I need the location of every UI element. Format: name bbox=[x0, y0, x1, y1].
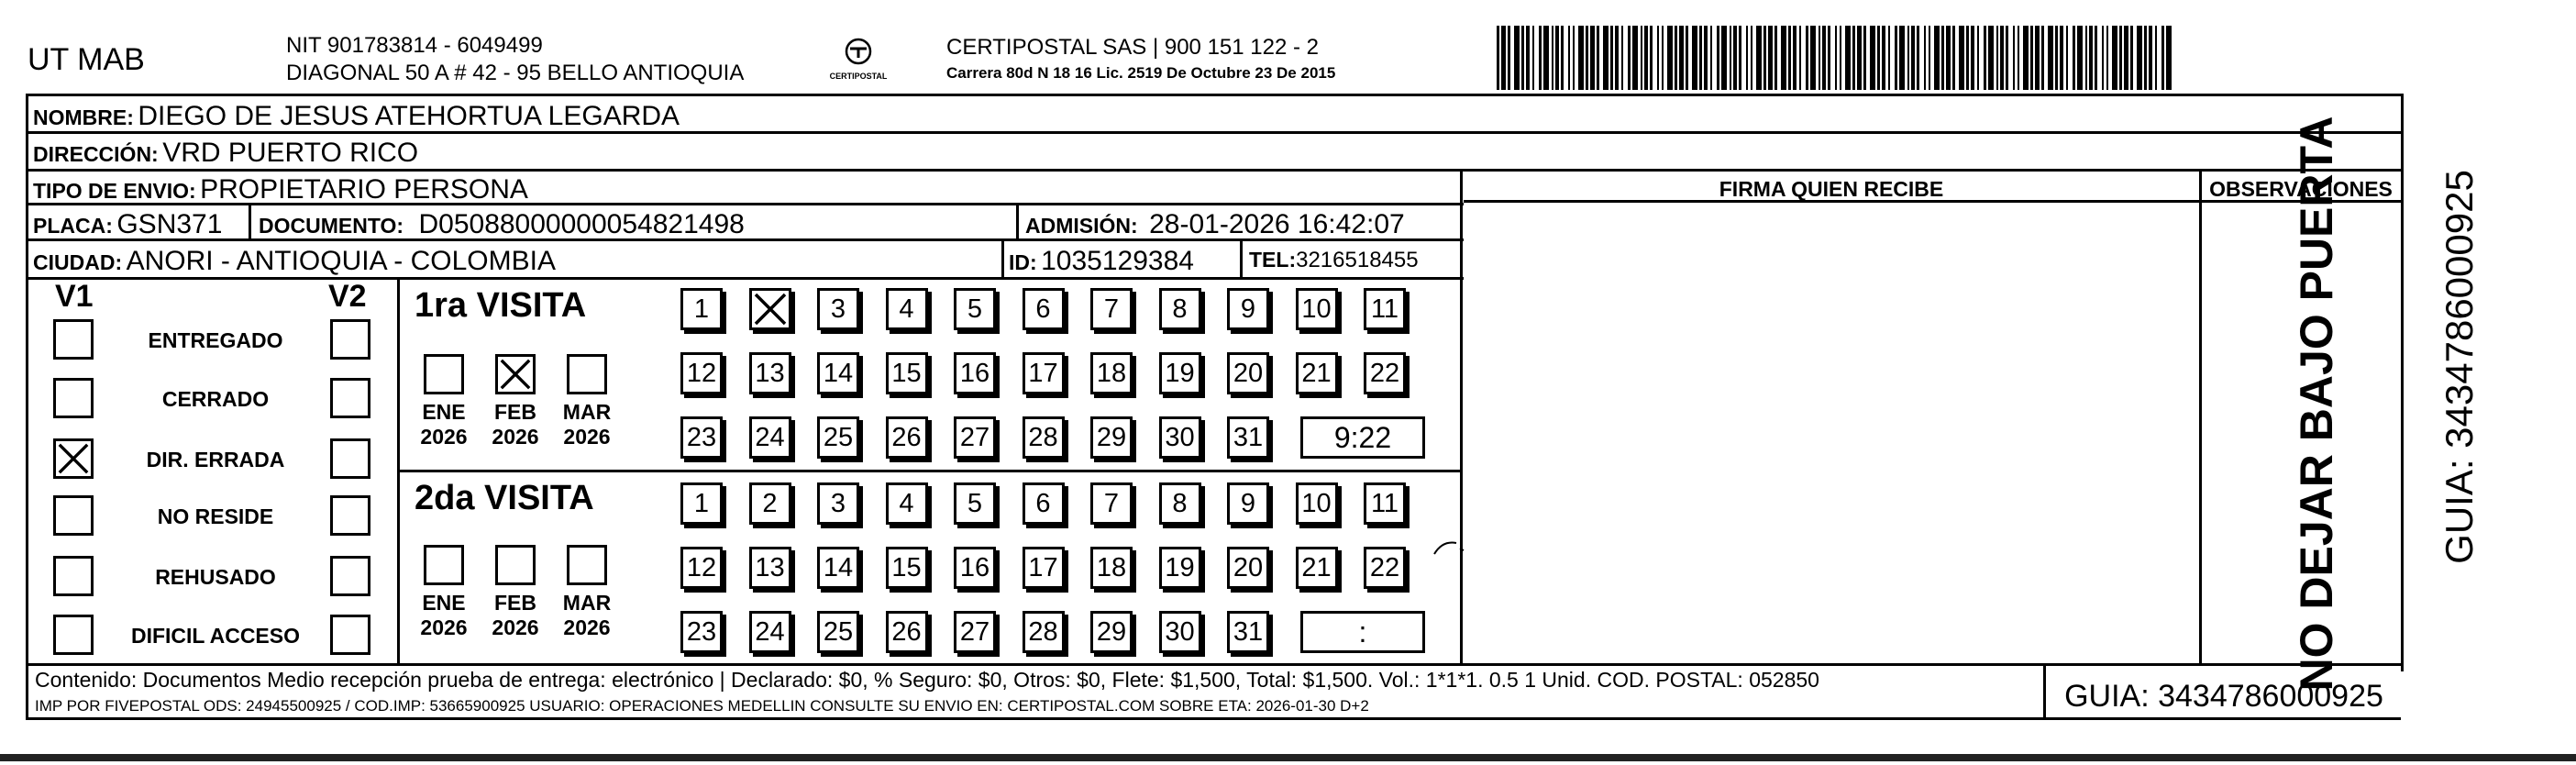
v1-checkbox-4[interactable] bbox=[53, 556, 94, 596]
status-label-1: CERRADO bbox=[161, 387, 270, 411]
v2-month-checkbox-0[interactable] bbox=[424, 545, 464, 585]
visita2-title: 2da VISITA bbox=[415, 479, 594, 517]
v2-day-19[interactable]: 19 bbox=[1159, 547, 1201, 589]
barcode bbox=[1497, 26, 2175, 90]
v2-day-17[interactable]: 17 bbox=[1023, 547, 1065, 589]
v1-day-4[interactable]: 4 bbox=[886, 288, 928, 330]
footer-guia: GUIA: 3434786000925 bbox=[2064, 679, 2383, 714]
v2-day-7[interactable]: 7 bbox=[1090, 482, 1133, 525]
visita1-title: 1ra VISITA bbox=[415, 286, 587, 325]
month-label-1: FEB 2026 bbox=[492, 591, 539, 639]
month-label-0: ENE 2026 bbox=[420, 591, 468, 639]
v1-day-30[interactable]: 30 bbox=[1159, 416, 1201, 459]
status-label-0: ENTREGADO bbox=[148, 328, 283, 352]
v2-header: V2 bbox=[328, 279, 367, 314]
v2-day-2[interactable]: 2 bbox=[749, 482, 791, 525]
certipostal-name: CERTIPOSTAL SAS | 900 151 122 - 2 bbox=[946, 35, 1319, 60]
tipo-envio-value: PROPIETARIO PERSONA bbox=[200, 174, 528, 205]
v1-month-checkbox-2[interactable] bbox=[567, 354, 607, 394]
id-label: ID: bbox=[1009, 250, 1037, 274]
direccion-value: VRD PUERTO RICO bbox=[162, 138, 419, 168]
status-label-3: NO RESIDE bbox=[157, 504, 274, 528]
v1-day-1[interactable]: 1 bbox=[680, 288, 723, 330]
placa-value: GSN371 bbox=[116, 209, 223, 239]
nombre-value: DIEGO DE JESUS ATEHORTUA LEGARDA bbox=[138, 101, 680, 131]
v1-month-checkbox-1[interactable] bbox=[495, 354, 536, 394]
v1-month-checkbox-0[interactable] bbox=[424, 354, 464, 394]
certipostal-license: Carrera 80d N 18 16 Lic. 2519 De Octubre 23 De 2015 bbox=[946, 64, 1336, 82]
v2-day-6[interactable]: 6 bbox=[1023, 482, 1065, 525]
tipo-envio-label: TIPO DE ENVIO: bbox=[33, 179, 196, 203]
v2-day-22[interactable]: 22 bbox=[1364, 547, 1406, 589]
v2-day-4[interactable]: 4 bbox=[886, 482, 928, 525]
ciudad-label: CIUDAD: bbox=[33, 250, 123, 274]
v1-day-9[interactable]: 9 bbox=[1227, 288, 1269, 330]
v1-day-2[interactable] bbox=[749, 288, 791, 330]
v1-day-22[interactable]: 22 bbox=[1364, 352, 1406, 394]
v2-time-box[interactable]: : bbox=[1300, 611, 1425, 653]
v2-checkbox-2[interactable] bbox=[330, 438, 370, 479]
v1-day-15[interactable]: 15 bbox=[886, 352, 928, 394]
v1-day-23[interactable]: 23 bbox=[680, 416, 723, 459]
month-label-2: MAR 2026 bbox=[562, 591, 612, 639]
placa-label: PLACA: bbox=[33, 214, 113, 238]
pen-mark bbox=[1431, 534, 1467, 561]
v1-day-8[interactable]: 8 bbox=[1159, 288, 1201, 330]
v1-day-26[interactable]: 26 bbox=[886, 416, 928, 459]
v1-time-box[interactable]: 9:22 bbox=[1300, 416, 1425, 459]
v1-checkbox-0[interactable] bbox=[53, 319, 94, 360]
v1-day-25[interactable]: 25 bbox=[817, 416, 859, 459]
v2-checkbox-0[interactable] bbox=[330, 319, 370, 360]
footer-contenido: Contenido: Documentos Medio recepción prueba de entrega: electrónico | Declarado: $0, % Seguro: $0, Otros: $0, Flete: $1,500, Total: $1,500. Vol.: 1*1*1. 0.5 1 Unid. COD. POSTAL: 052850 bbox=[35, 668, 1819, 692]
v1-day-13[interactable]: 13 bbox=[749, 352, 791, 394]
month-label-1: FEB 2026 bbox=[492, 400, 539, 449]
x-mark-icon bbox=[498, 357, 533, 392]
v2-day-23[interactable]: 23 bbox=[680, 611, 723, 653]
certipostal-logo bbox=[830, 37, 887, 84]
ciudad-value: ANORI - ANTIOQUIA - COLOMBIA bbox=[126, 246, 556, 276]
v2-day-8[interactable]: 8 bbox=[1159, 482, 1201, 525]
v2-day-21[interactable]: 21 bbox=[1296, 547, 1338, 589]
observaciones-header: OBSERVACIONES bbox=[2209, 177, 2393, 201]
v2-day-12[interactable]: 12 bbox=[680, 547, 723, 589]
v2-checkbox-3[interactable] bbox=[330, 495, 370, 536]
month-label-0: ENE 2026 bbox=[420, 400, 468, 449]
v1-day-14[interactable]: 14 bbox=[817, 352, 859, 394]
v1-day-11[interactable]: 11 bbox=[1364, 288, 1406, 330]
v1-day-20[interactable]: 20 bbox=[1227, 352, 1269, 394]
v1-day-5[interactable]: 5 bbox=[954, 288, 996, 330]
v1-checkbox-3[interactable] bbox=[53, 495, 94, 536]
v2-day-16[interactable]: 16 bbox=[954, 547, 996, 589]
v1-day-3[interactable]: 3 bbox=[817, 288, 859, 330]
v1-checkbox-2[interactable] bbox=[53, 438, 94, 479]
v1-day-6[interactable]: 6 bbox=[1023, 288, 1065, 330]
v2-day-31[interactable]: 31 bbox=[1227, 611, 1269, 653]
v2-day-1[interactable]: 1 bbox=[680, 482, 723, 525]
v2-day-29[interactable]: 29 bbox=[1090, 611, 1133, 653]
v2-day-30[interactable]: 30 bbox=[1159, 611, 1201, 653]
v2-month-checkbox-2[interactable] bbox=[567, 545, 607, 585]
v2-day-27[interactable]: 27 bbox=[954, 611, 996, 653]
id-value: 1035129384 bbox=[1041, 246, 1194, 276]
no-dejar-bajo-puerta: NO DEJAR BAJO PUERTA bbox=[2291, 116, 2342, 692]
v1-day-31[interactable]: 31 bbox=[1227, 416, 1269, 459]
v2-day-24[interactable]: 24 bbox=[749, 611, 791, 653]
documento-value: D05088000000054821498 bbox=[418, 209, 745, 239]
v2-day-13[interactable]: 13 bbox=[749, 547, 791, 589]
v2-day-11[interactable]: 11 bbox=[1364, 482, 1406, 525]
admision-value: 28-01-2026 16:42:07 bbox=[1149, 209, 1405, 239]
v2-month-checkbox-1[interactable] bbox=[495, 545, 536, 585]
svg-text:CERTIPOSTAL: CERTIPOSTAL bbox=[830, 72, 887, 81]
v2-checkbox-4[interactable] bbox=[330, 556, 370, 596]
v1-day-10[interactable]: 10 bbox=[1296, 288, 1338, 330]
v1-day-18[interactable]: 18 bbox=[1090, 352, 1133, 394]
sender-address: DIAGONAL 50 A # 42 - 95 BELLO ANTIOQUIA bbox=[286, 61, 745, 85]
v2-day-15[interactable]: 15 bbox=[886, 547, 928, 589]
v1-day-19[interactable]: 19 bbox=[1159, 352, 1201, 394]
x-mark-icon bbox=[56, 441, 91, 476]
v1-day-29[interactable]: 29 bbox=[1090, 416, 1133, 459]
status-label-4: REHUSADO bbox=[155, 565, 276, 589]
documento-label: DOCUMENTO: bbox=[259, 214, 404, 238]
v1-day-16[interactable]: 16 bbox=[954, 352, 996, 394]
status-label-5: DIFICIL ACCESO bbox=[130, 624, 300, 648]
v1-day-24[interactable]: 24 bbox=[749, 416, 791, 459]
v1-checkbox-5[interactable] bbox=[53, 615, 94, 655]
v2-day-10[interactable]: 10 bbox=[1296, 482, 1338, 525]
side-guia: GUIA: 3434786000925 bbox=[2438, 170, 2481, 564]
direccion-label: DIRECCIÓN: bbox=[33, 142, 159, 166]
v1-day-12[interactable]: 12 bbox=[680, 352, 723, 394]
firma-header: FIRMA QUIEN RECIBE bbox=[1719, 177, 1944, 201]
month-label-2: MAR 2026 bbox=[562, 400, 612, 449]
tel-value: 3216518455 bbox=[1296, 248, 1419, 272]
v2-day-3[interactable]: 3 bbox=[817, 482, 859, 525]
footer-imp: IMP POR FIVEPOSTAL ODS: 24945500925 / COD.IMP: 53665900925 USUARIO: OPERACIONES MEDELLIN CONSULTE SU ENVIO EN: CERTIPOSTAL.COM SOBRE ETA: 2026-01-30 D+2 bbox=[35, 697, 1369, 715]
v1-day-28[interactable]: 28 bbox=[1023, 416, 1065, 459]
v2-checkbox-5[interactable] bbox=[330, 615, 370, 655]
v1-day-17[interactable]: 17 bbox=[1023, 352, 1065, 394]
v2-day-28[interactable]: 28 bbox=[1023, 611, 1065, 653]
status-label-2: DIR. ERRADA bbox=[146, 448, 285, 471]
v2-day-18[interactable]: 18 bbox=[1090, 547, 1133, 589]
tel-label: TEL: bbox=[1249, 248, 1297, 272]
admision-label: ADMISIÓN: bbox=[1025, 214, 1138, 238]
v2-checkbox-1[interactable] bbox=[330, 378, 370, 418]
v2-day-25[interactable]: 25 bbox=[817, 611, 859, 653]
nit: NIT 901783814 - 6049499 bbox=[286, 33, 543, 58]
v1-day-21[interactable]: 21 bbox=[1296, 352, 1338, 394]
v2-day-20[interactable]: 20 bbox=[1227, 547, 1269, 589]
v1-header: V1 bbox=[55, 279, 94, 314]
company-name: UT MAB bbox=[28, 42, 145, 77]
v2-day-14[interactable]: 14 bbox=[817, 547, 859, 589]
v1-day-27[interactable]: 27 bbox=[954, 416, 996, 459]
v2-day-9[interactable]: 9 bbox=[1227, 482, 1269, 525]
v1-day-7[interactable]: 7 bbox=[1090, 288, 1133, 330]
v2-day-5[interactable]: 5 bbox=[954, 482, 996, 525]
v1-checkbox-1[interactable] bbox=[53, 378, 94, 418]
v2-day-26[interactable]: 26 bbox=[886, 611, 928, 653]
nombre-label: NOMBRE: bbox=[33, 105, 134, 129]
x-mark-icon bbox=[752, 291, 789, 327]
